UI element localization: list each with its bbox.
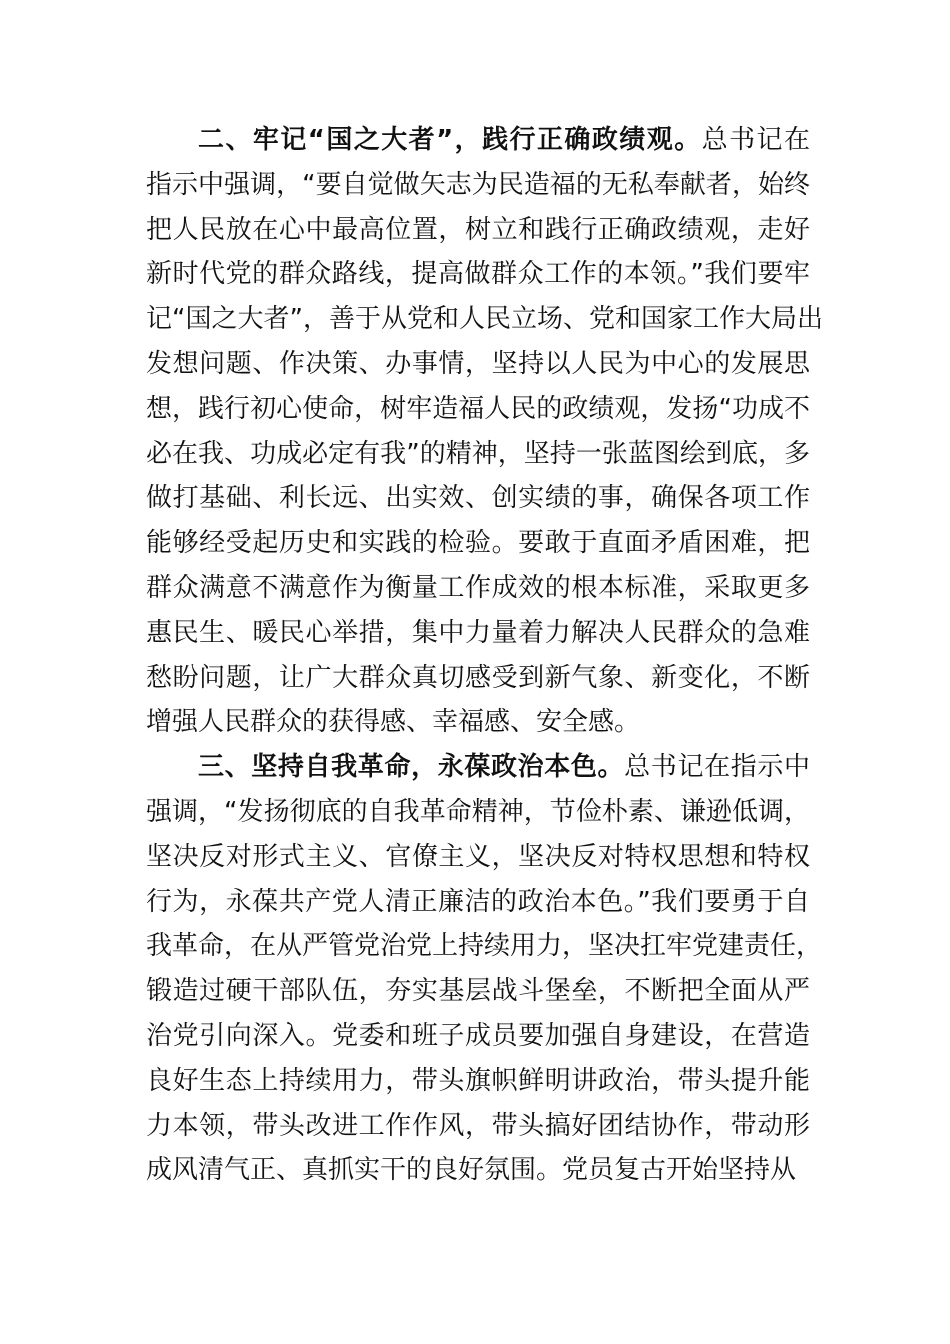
paragraph-line: 指示中强调，“要自觉做矢志为民造福的无私奉献者，始终 (146, 169, 810, 200)
document-body (146, 118, 823, 1193)
paragraph-line: 愁盼问题，让广大群众真切感受到新气象、新变化，不断 (146, 662, 810, 693)
paragraph-line: 增强人民群众的获得感、幸福感、安全感。 (146, 707, 641, 738)
paragraph-line: 记“国之大者”，善于从党和人民立场、党和国家工作大局出 (146, 304, 823, 335)
paragraph-line: 强调，“发扬彻底的自我革命精神，节俭朴素、谦逊低调， (146, 796, 810, 827)
paragraph-line: 做打基础、利长远、出实效、创实绩的事，确保各项工作 (146, 483, 810, 514)
paragraph-line: 坚决反对形式主义、官僚主义，坚决反对特权思想和特权 (146, 841, 810, 872)
paragraph-line: 二、牢记“国之大者”，践行正确政绩观。总书记在 (198, 125, 810, 155)
paragraph-line: 惠民生、暖民心举措，集中力量着力解决人民群众的急难 (146, 617, 810, 648)
paragraph-line: 能够经受起历史和实践的检验。要敢于直面矛盾困难，把 (146, 528, 810, 559)
paragraph-3 (146, 745, 823, 1193)
paragraph-line: 想，践行初心使命，树牢造福人民的政绩观，发扬“功成不 (146, 393, 810, 424)
paragraph-line: 我革命，在从严管党治党上持续用力，坚决扛牢党建责任， (146, 931, 823, 962)
paragraph-line: 锻造过硬干部队伍，夯实基层战斗堡垒，不断把全面从严 (146, 976, 810, 1007)
paragraph-line: 力本领，带头改进工作作风，带头搞好团结协作，带动形 (146, 1110, 810, 1141)
paragraph-heading: 三、坚持自我革命，永葆政治本色。 (198, 752, 625, 783)
paragraph-2 (146, 118, 823, 745)
paragraph-line: 必在我、功成必定有我”的精神，坚持一张蓝图绘到底，多 (146, 438, 810, 469)
paragraph-line: 群众满意不满意作为衡量工作成效的根本标准，采取更多 (146, 572, 810, 603)
paragraph-line: 治党引向深入。党委和班子成员要加强自身建设，在营造 (146, 1020, 810, 1051)
paragraph-line: 行为，永葆共产党人清正廉洁的政治本色。”我们要勇于自 (146, 886, 810, 917)
paragraph-line: 新时代党的群众路线，提高做群众工作的本领。”我们要牢 (146, 259, 810, 290)
paragraph-line: 把人民放在心中最高位置，树立和践行正确政绩观，走好 (146, 214, 810, 245)
paragraph-line: 发想问题、作决策、办事情，坚持以人民为中心的发展思 (146, 348, 810, 379)
paragraph-heading: 二、牢记“国之大者”，践行正确政绩观。 (198, 125, 702, 155)
paragraph-line: 良好生态上持续用力，带头旗帜鲜明讲政治，带头提升能 (146, 1065, 810, 1096)
paragraph-line: 成风清气正、真抓实干的良好氛围。党员复古开始坚持从 (146, 1155, 797, 1186)
paragraph-line: 三、坚持自我革命，永葆政治本色。总书记在指示中 (198, 752, 810, 783)
